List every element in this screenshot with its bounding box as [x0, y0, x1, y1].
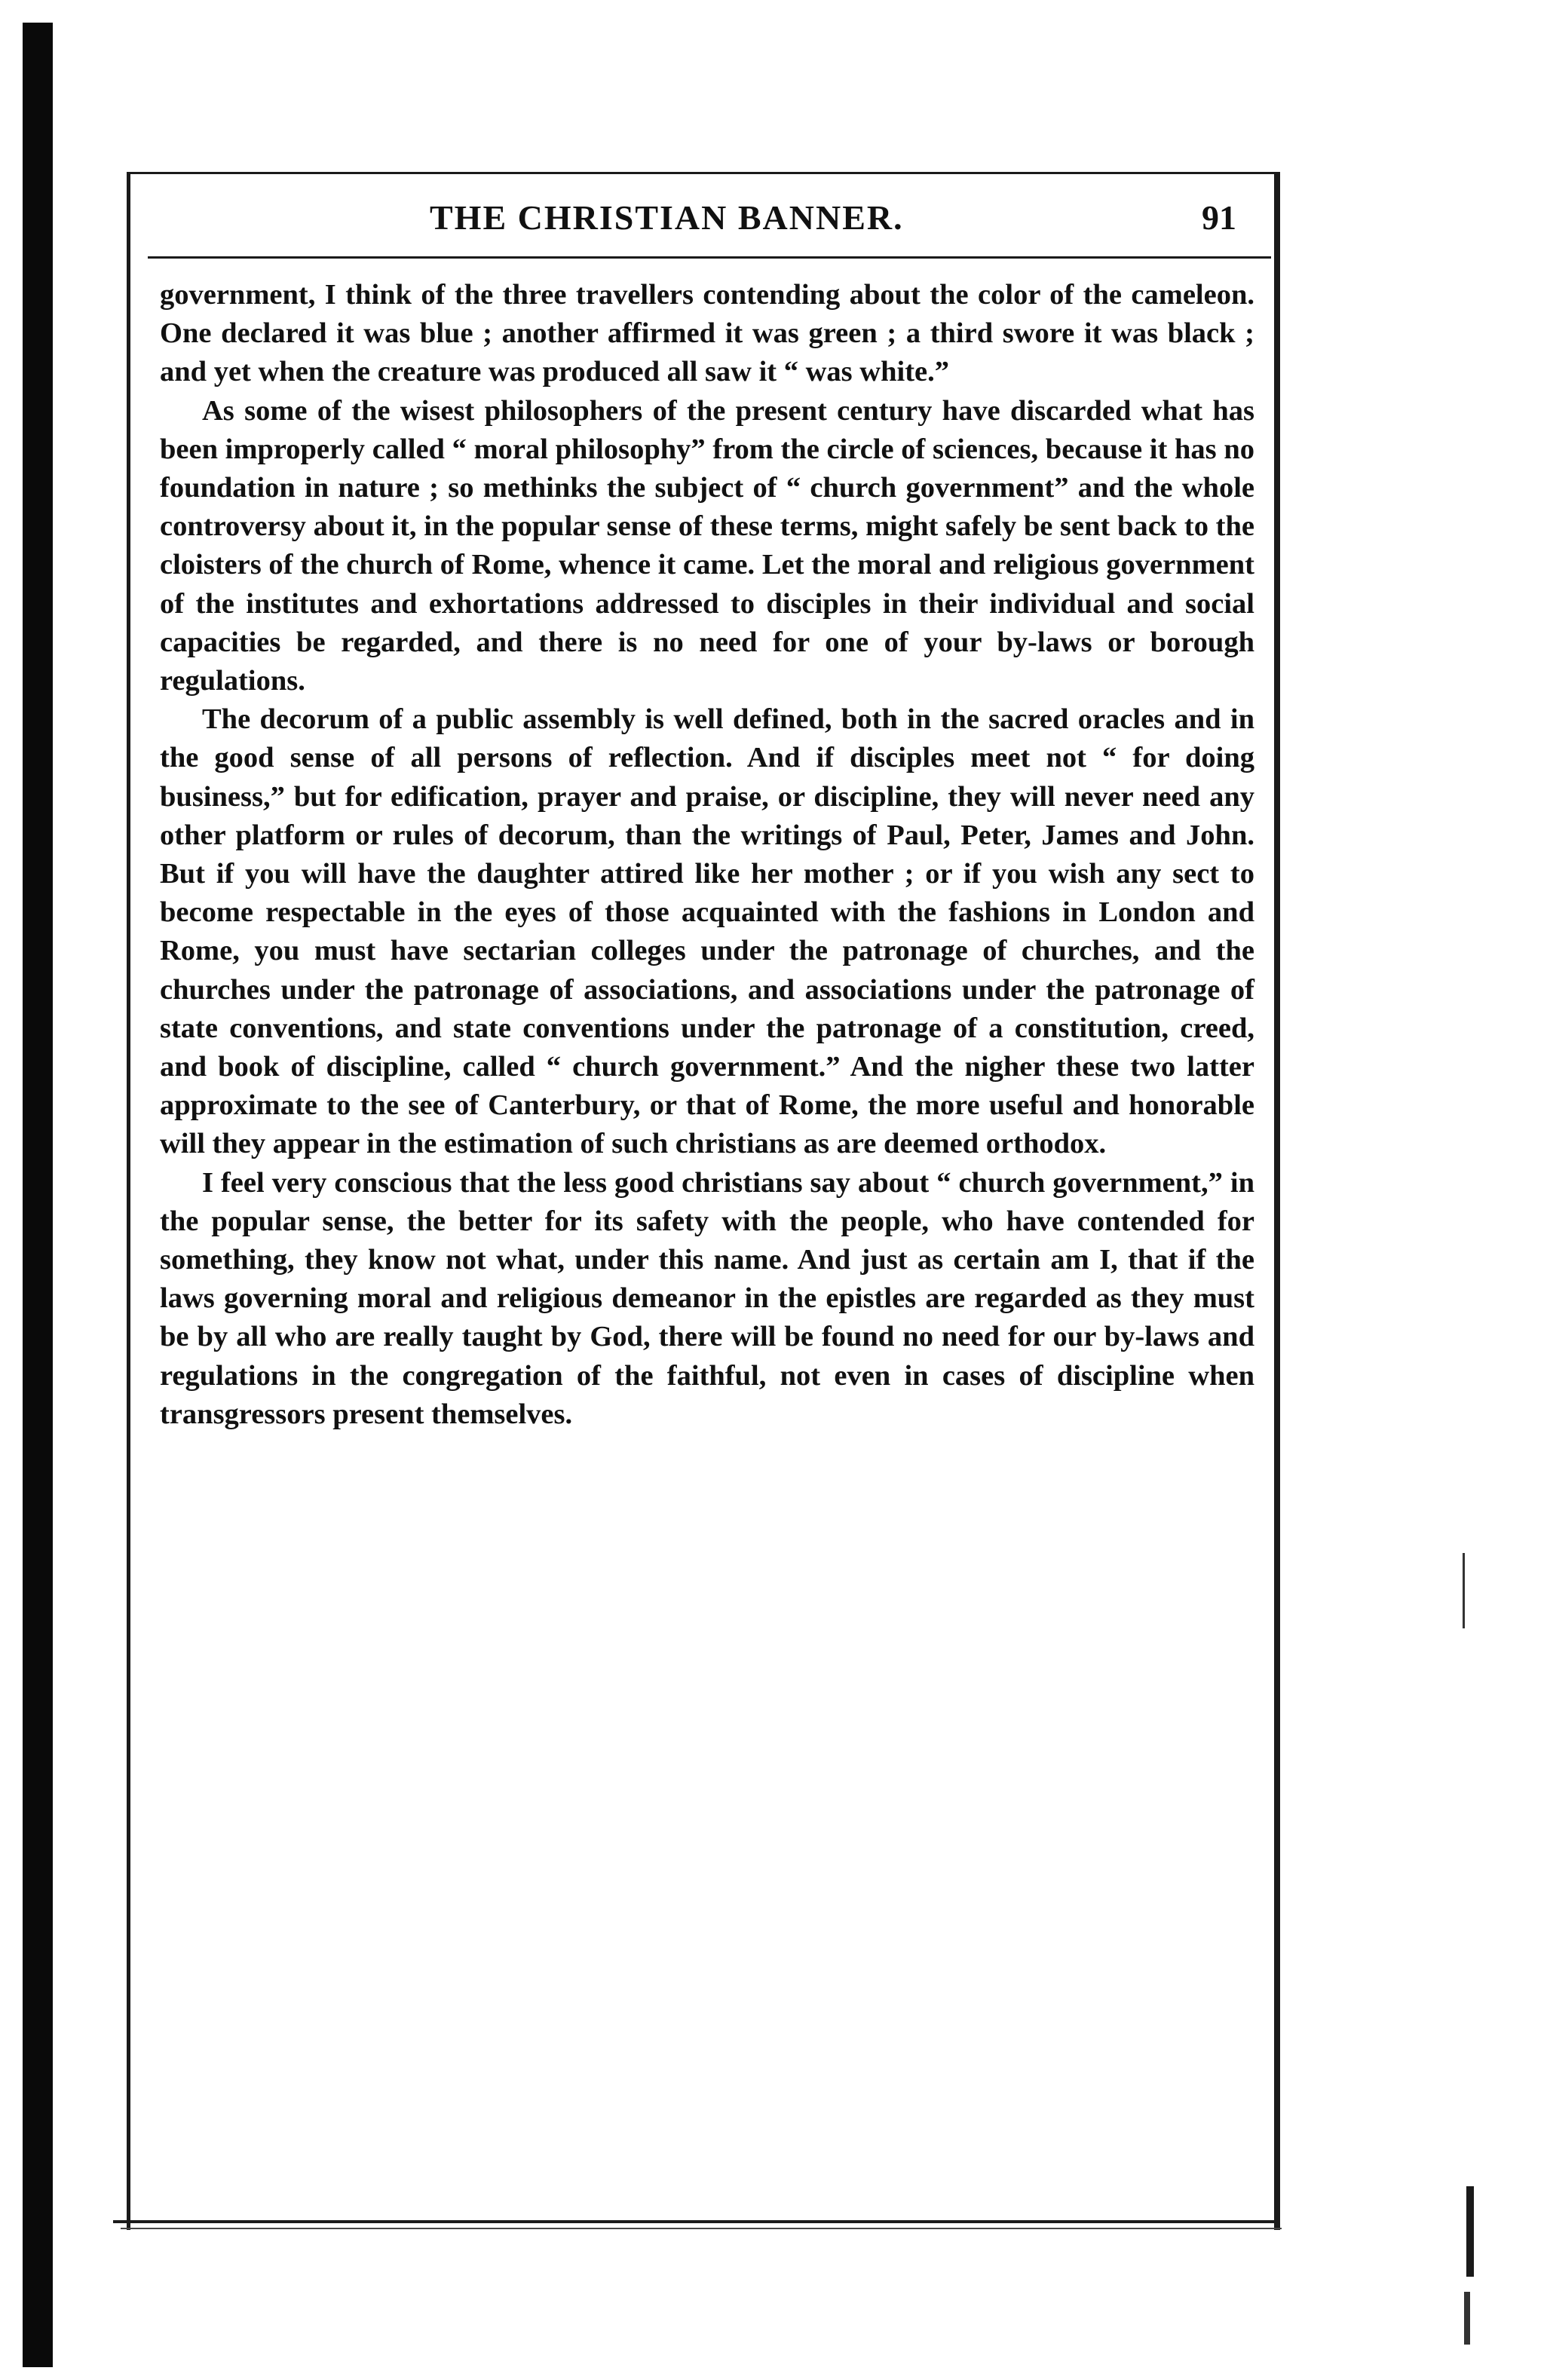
running-title: THE CHRISTIAN BANNER.: [430, 198, 904, 237]
paragraph-continued: government, I think of the three travellers contending about the color of the cameleon. One declared it was blue ; another affirmed it was green ; a third swore it was black ; and yet when the creature was produced all saw it “ was white.”: [160, 279, 1254, 388]
article-body: [160, 276, 1254, 1434]
paragraph: As some of the wisest philosophers of the present century have discarded what has been improperly called “ moral philosophy” from the circle of sciences, because it has no foundation in nature ; so methinks the subject of “ church government” and the whole controversy about it, in the popular sense of these terms, might safely be sent back to the cloisters of the church of Rome, whence it came. Let the moral and religious government of the institutes and exhortations addressed to disciples in their individual and social capacities be regarded, and there is no need for one of your by-laws or borough regulations.: [160, 394, 1254, 697]
paragraph: I feel very conscious that the less good christians say about “ church government,” in the popular sense, the better for its safety with the people, who have contended for something, they know not what, under this name. And just as certain am I, that if the laws governing moral and religious demeanor in the epistles are regarded as they must be by all who are really taught by God, there will be found no need for our by-laws and regulations in the congregation of the faithful, not even in cases of discipline when transgressors present themselves.: [160, 1166, 1254, 1430]
bottom-rule-secondary: [121, 2228, 1282, 2229]
bottom-rule: [113, 2220, 1278, 2223]
header-rule: [148, 256, 1271, 259]
paragraph: The decorum of a public assembly is well defined, both in the sacred oracles and in the good sense of all persons of reflection. And if disciples meet not “ for doing business,” but for edification, prayer and praise, or discipline, they will never need any other platform or rules of decorum, than the writings of Paul, Peter, James and John. But if you will have the daughter attired like her mother ; or if you wish any sect to become respectable in the eyes of those acquainted with the fashions in London and Rome, you must have sectarian colleges under the patronage of churches, and the churches under the patronage of associations, and associations under the patronage of state conventions, and state conventions under the patronage of a constitution, creed, and book of discipline, called “ church government.” And the nigher these two latter approximate to the see of Canterbury, or that of Rome, the more useful and honorable will they appear in the estimation of such christians as are deemed orthodox.: [160, 703, 1254, 1160]
binding-edge: [23, 23, 53, 2367]
page-header: [151, 198, 1267, 250]
margin-mark: [1464, 2292, 1470, 2345]
margin-mark: [1466, 2186, 1474, 2277]
page-number: 91: [1202, 198, 1236, 237]
margin-mark: [1463, 1553, 1465, 1628]
